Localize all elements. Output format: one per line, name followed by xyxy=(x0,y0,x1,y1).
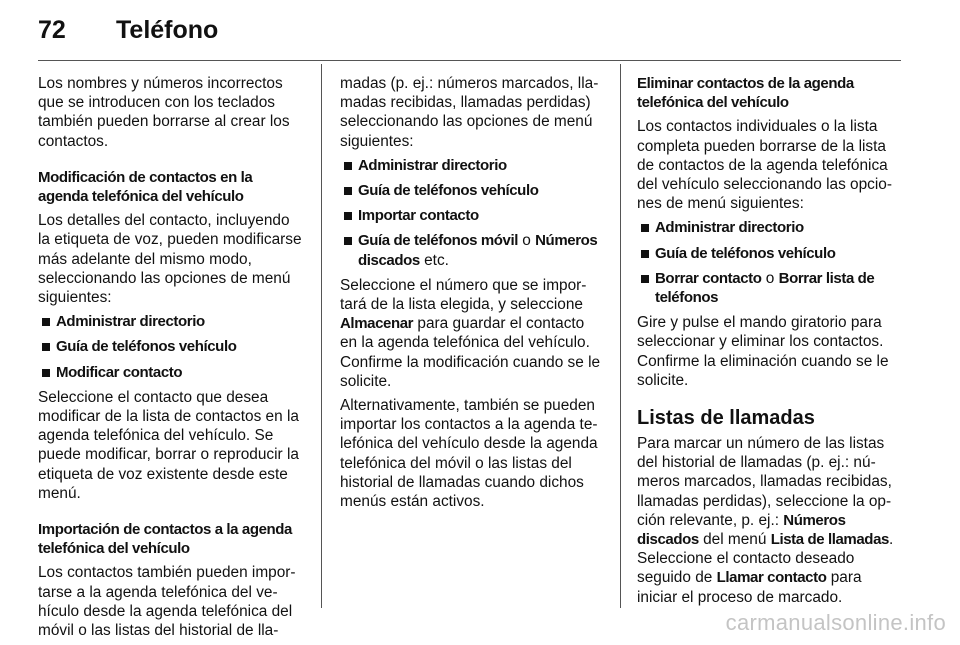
menu-item: Modificar contacto xyxy=(38,363,304,382)
menu-path-list xyxy=(637,218,903,307)
menu-item: Guía de teléfonos vehículo xyxy=(637,244,903,263)
menu-path-list xyxy=(340,156,604,270)
paragraph: Seleccione el contacto que desea modificar de la lista de contactos en la agenda telefónica del vehículo. Se puede modificar, borrar o reproducir la etiqueta de voz existente desde este menú. xyxy=(38,388,299,502)
page-number: 72 xyxy=(38,16,66,44)
paragraph: Gire y pulse el mando giratorio para seleccionar y eliminar los contactos. Confirme la eliminación cuando se le solicite. xyxy=(637,314,889,389)
page-header xyxy=(0,0,960,62)
menu-path-list xyxy=(38,312,304,382)
menu-item: Guía de teléfonos vehículo xyxy=(340,181,604,200)
column-3 xyxy=(637,74,903,612)
column-divider-1 xyxy=(321,64,322,608)
menu-item: Administrar directorio xyxy=(38,312,304,331)
section-heading-import: Importación de contactos a la agenda telefónica del vehículo xyxy=(38,521,292,558)
section-heading-modify: Modificación de contactos en la agenda telefónica del vehículo xyxy=(38,168,253,206)
paragraph: Para marcar un número de las listas del historial de llamadas (p. ej.: números marcados, llamadas recibidas, llamadas perdidas), seleccione la opción relevante, p. ej.: Números discados del menú Lista de llamadas. Seleccione el contacto deseado seguido de Llamar contacto para iniciar el proceso de marcado. xyxy=(637,435,894,606)
paragraph: Los contactos también pueden importarse a la agenda telefónica del vehículo desde la agenda telefónica del móvil o las listas del historial de lla- xyxy=(38,564,296,640)
column-1 xyxy=(38,74,304,645)
menu-item: Guía de teléfonos móvil o Números discados etc. xyxy=(340,231,604,269)
menu-item: Administrar directorio xyxy=(637,218,903,237)
paragraph: madas (p. ej.: números marcados, llamadas recibidas, llamadas perdidas) seleccionando las opciones de menú siguientes: xyxy=(340,75,599,150)
menu-item: Administrar directorio xyxy=(340,156,604,175)
section-heading-call-lists: Listas de llamadas xyxy=(637,407,815,430)
paragraph: Los contactos individuales o la lista completa pueden borrarse de la lista de contactos de la agenda telefónica del vehículo seleccionando las opciones de menú siguientes: xyxy=(637,118,892,213)
intro-paragraph: Los nombres y números incorrectos que se introducen con los teclados también pueden borrarse al crear los contactos. xyxy=(38,75,290,150)
menu-item: Guía de teléfonos vehículo xyxy=(38,337,304,356)
paragraph: Los detalles del contacto, incluyendo la etiqueta de voz, pueden modificarse más adelante del mismo modo, seleccionando las opciones de menú siguientes: xyxy=(38,212,302,307)
column-divider-2 xyxy=(620,64,621,608)
header-rule xyxy=(38,60,901,61)
section-heading-delete: Eliminar contactos de la agenda telefónica del vehículo xyxy=(637,75,854,112)
paragraph: Seleccione el número que se importará de la lista elegida, y seleccione Almacenar para guardar el contacto en la agenda telefónica del vehículo. Confirme la modificación cuando se le solicite. xyxy=(340,276,601,390)
paragraph: Alternativamente, también se pueden importar los contactos a la agenda telefónica del vehículo desde la agenda telefónica del móvil o las listas del historial de llamadas cuando dichos menús están activos. xyxy=(340,397,598,511)
watermark: carmanualsonline.info xyxy=(725,610,946,635)
menu-item: Importar contacto xyxy=(340,206,604,225)
column-2 xyxy=(340,74,604,516)
menu-item: Borrar contacto o Borrar lista de teléfonos xyxy=(637,269,903,307)
page-title: Teléfono xyxy=(116,16,219,44)
